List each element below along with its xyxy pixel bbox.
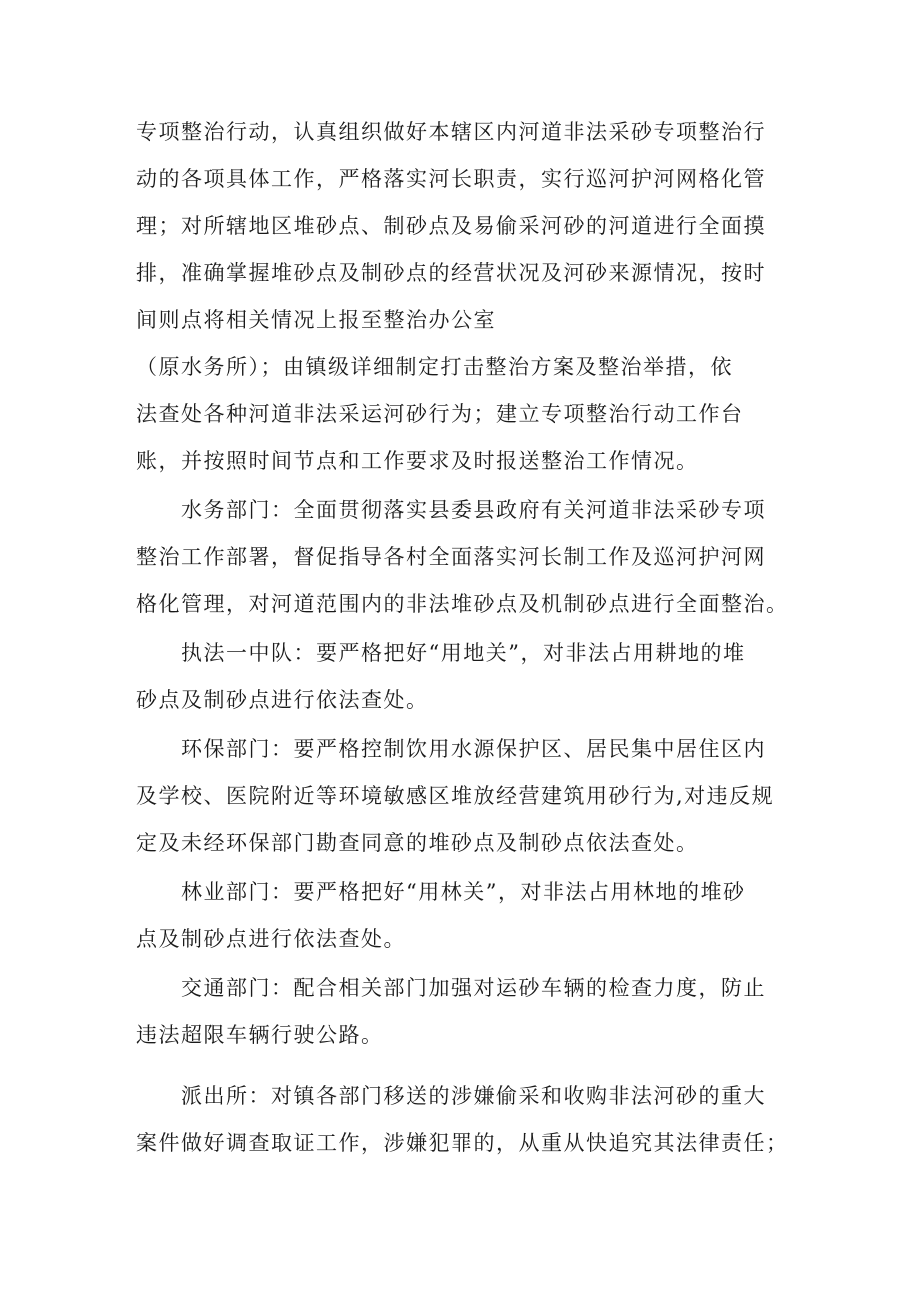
text-line: 派出所：对镇各部门移送的涉嫌偷采和收购非法河砂的重大	[136, 1084, 766, 1108]
text-line: 交通部门：配合相关部门加强对运砂车辆的检查力度，防止	[136, 976, 766, 1000]
text-line: 格化管理，对河道范围内的非法堆砂点及机制砂点进行全面整治。	[136, 592, 789, 616]
text-line: 专项整治行动，认真组织做好本辖区内河道非法采砂专项整治行	[136, 120, 766, 144]
paragraph-environmental	[136, 726, 808, 867]
paragraph-gap	[136, 1059, 808, 1073]
document-body	[136, 109, 808, 1167]
text-line: 林业部门：要严格把好“用林关”，对非法占用林地的堆砂	[136, 880, 746, 904]
text-line: 水务部门：全面贯彻落实县委县政府有关河道非法采砂专项	[136, 498, 766, 522]
paragraph-forestry	[136, 869, 808, 963]
text-line: 间则点将相关情况上报至整治办公室	[136, 308, 496, 332]
text-line: 环保部门：要严格控制饮用水源保护区、居民集中居住区内	[136, 737, 766, 761]
paragraph-transport	[136, 965, 808, 1059]
text-line: 动的各项具体工作，严格落实河长职责，实行巡河护河网格化管	[136, 167, 766, 191]
text-line: 及学校、医院附近等环境敏感区堆放经营建筑用砂行为,对违反规	[136, 784, 775, 808]
paragraph-law-enforcement	[136, 630, 808, 724]
text-line: 账，并按照时间节点和工作要求及时报送整治工作情况。	[136, 449, 699, 473]
text-line: 违法超限车辆行驶公路。	[136, 1023, 384, 1047]
text-line: 整治工作部署，督促指导各村全面落实河长制工作及巡河护河网	[136, 545, 766, 569]
text-line: 理；对所辖地区堆砂点、制砂点及易偷采河砂的河道进行全面摸	[136, 214, 766, 238]
text-line: 案件做好调查取证工作，涉嫌犯罪的，从重从快追究其法律责任；	[136, 1131, 789, 1155]
text-line: 法查处各种河道非法采运河砂行为；建立专项整治行动工作台	[136, 402, 744, 426]
text-line: 砂点及制砂点进行依法查处。	[136, 688, 429, 712]
text-line: 执法一中队：要严格把好“用地关”，对非法占用耕地的堆	[136, 641, 746, 665]
paragraph-police	[136, 1073, 808, 1167]
paragraph-intro	[136, 109, 808, 485]
text-line: 定及未经环保部门勘查同意的堆砂点及制砂点依法查处。	[136, 831, 699, 855]
text-line: 点及制砂点进行依法查处。	[136, 927, 406, 951]
paragraph-water-affairs	[136, 487, 808, 628]
text-line: （原水务所）；由镇级详细制定打击整治方案及整治举措，依	[136, 355, 733, 379]
text-line: 排，准确掌握堆砂点及制砂点的经营状况及河砂来源情况，按时	[136, 261, 766, 285]
